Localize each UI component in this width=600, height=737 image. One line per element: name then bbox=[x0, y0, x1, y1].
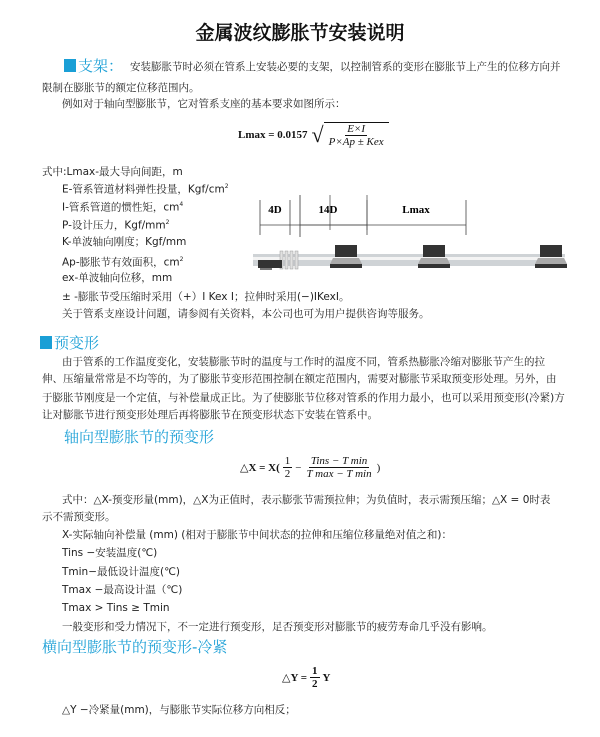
var-line: K-单波轴向刚度；Kgf/mm bbox=[62, 236, 187, 248]
dim-label-4d: 4D bbox=[268, 204, 282, 216]
axial-var: X-实际轴向补偿量 (mm) (相对于膨胀节中间状态的拉伸和压缩位移量绝对值之和)： bbox=[62, 529, 452, 541]
support-intro-line1: 安装膨胀节时必须在管系上安装必要的支架，以控制管系的变形在膨胀节上产生的位移方向并 bbox=[130, 61, 561, 73]
sqrt-icon: √ bbox=[311, 122, 324, 147]
support-example: 例如对于轴向型膨胀节，它对管系支座的基本要求如图所示： bbox=[62, 98, 346, 110]
var-line: ex-单波轴向位移，mm bbox=[62, 272, 173, 284]
axial-formula: △X = X( $\frac{1}{2}$ − $\frac{\text{Tins − T min}}{\text{T max − T min}}$ ) bbox=[240, 455, 381, 480]
var-line: ± -膨胀节受压缩时采用（+）I Kex I；拉伸时采用(−)IKexI。 bbox=[62, 291, 350, 303]
axial-var: Tmin−最低设计温度(℃) bbox=[62, 566, 180, 578]
predeform-para-line: 让对膨胀节进行预变形处理后再将膨胀节在预变形状态下安装在管系中。 bbox=[42, 409, 378, 421]
page-title: 金属波纹膨胀节安装说明 bbox=[195, 22, 405, 44]
lmax-formula bbox=[238, 122, 389, 148]
formula-numerator: E×I bbox=[347, 123, 366, 135]
dim-label-14d: 14D bbox=[318, 204, 338, 216]
var-line: I-管系管道的惯性矩，$cm^4$ bbox=[62, 201, 184, 214]
lateral-desc: △Y −冷紧量(mm)，与膨胀节实际位移方向相反； bbox=[62, 704, 296, 716]
var-line: Ap-膨胀节有效面积，$cm^2$ bbox=[62, 256, 184, 269]
section-heading-predeform: 预变形 bbox=[40, 334, 99, 352]
axial-note: 一般变形和受力情况下，不一定进行预变形，足否预变形对膨胀节的疲劳寿命几乎没有影响。 bbox=[62, 621, 493, 633]
square-bullet-icon bbox=[64, 59, 76, 72]
predeform-para-line: 由于管系的工作温度变化，安装膨胀节时的温度与工作时的温度不同，管系热膨胀冷缩对膨胀节产生的拉 bbox=[62, 356, 545, 368]
axial-where-line2: 示不需预变形。 bbox=[42, 511, 116, 523]
section-heading-support bbox=[64, 57, 123, 75]
axial-var: Tmax > Tins ≥ Tmin bbox=[62, 602, 170, 614]
var-line: E-管系管道材料弹性投量，Kgf/$cm^2$ bbox=[62, 183, 229, 196]
dim-label-lmax: Lmax bbox=[402, 204, 430, 216]
formula-lhs: Lmax = 0.0157 bbox=[238, 129, 308, 141]
where-lmax: 式中:Lmax-最大导向间距，m bbox=[42, 166, 183, 178]
formula-denominator: P×Ap ± Kex bbox=[328, 136, 384, 148]
support-intro-line2: 限制在膨胀节的额定位移范围内。 bbox=[42, 82, 200, 94]
support-note: 关于管系支座设计问题，请参阅有关资料，本公司也可为用户提供咨询等服务。 bbox=[62, 308, 430, 320]
axial-where-line1: 式中：△X-预变形量(mm)，△X为正值时，表示膨张节需预拉伸；为负值时，表示需预压缩；△X = 0时表 bbox=[62, 494, 551, 506]
heading-text: 支架： bbox=[78, 57, 124, 75]
axial-var: Tins −安装温度(℃) bbox=[62, 547, 158, 559]
square-bullet-icon bbox=[40, 336, 52, 349]
predeform-para-line: 伸、压缩量常常是不均等的，为了膨胀节变形范围控制在额定范围内，需要对膨胀节采取预变形处理。另外，由 bbox=[42, 373, 557, 385]
section-heading-axial: 轴向型膨胀节的预变形 bbox=[64, 428, 215, 446]
axial-var: Tmax −最高设计温（℃) bbox=[62, 584, 183, 596]
predeform-para-line: 于膨胀节刚度是一个定值，与补偿量成正比。为了使膨胀节位移对管系的作用力最小，也可以采用预变形(冷紧)方 bbox=[42, 392, 565, 404]
section-heading-lateral: 横向型膨胀节的预变形-冷紧 bbox=[42, 638, 228, 656]
guide-supports bbox=[250, 200, 570, 270]
lateral-formula: △Y = $\frac{1}{2}$ Y bbox=[282, 665, 331, 690]
var-line: P-设计压力，Kgf/$mm^2$ bbox=[62, 219, 170, 232]
